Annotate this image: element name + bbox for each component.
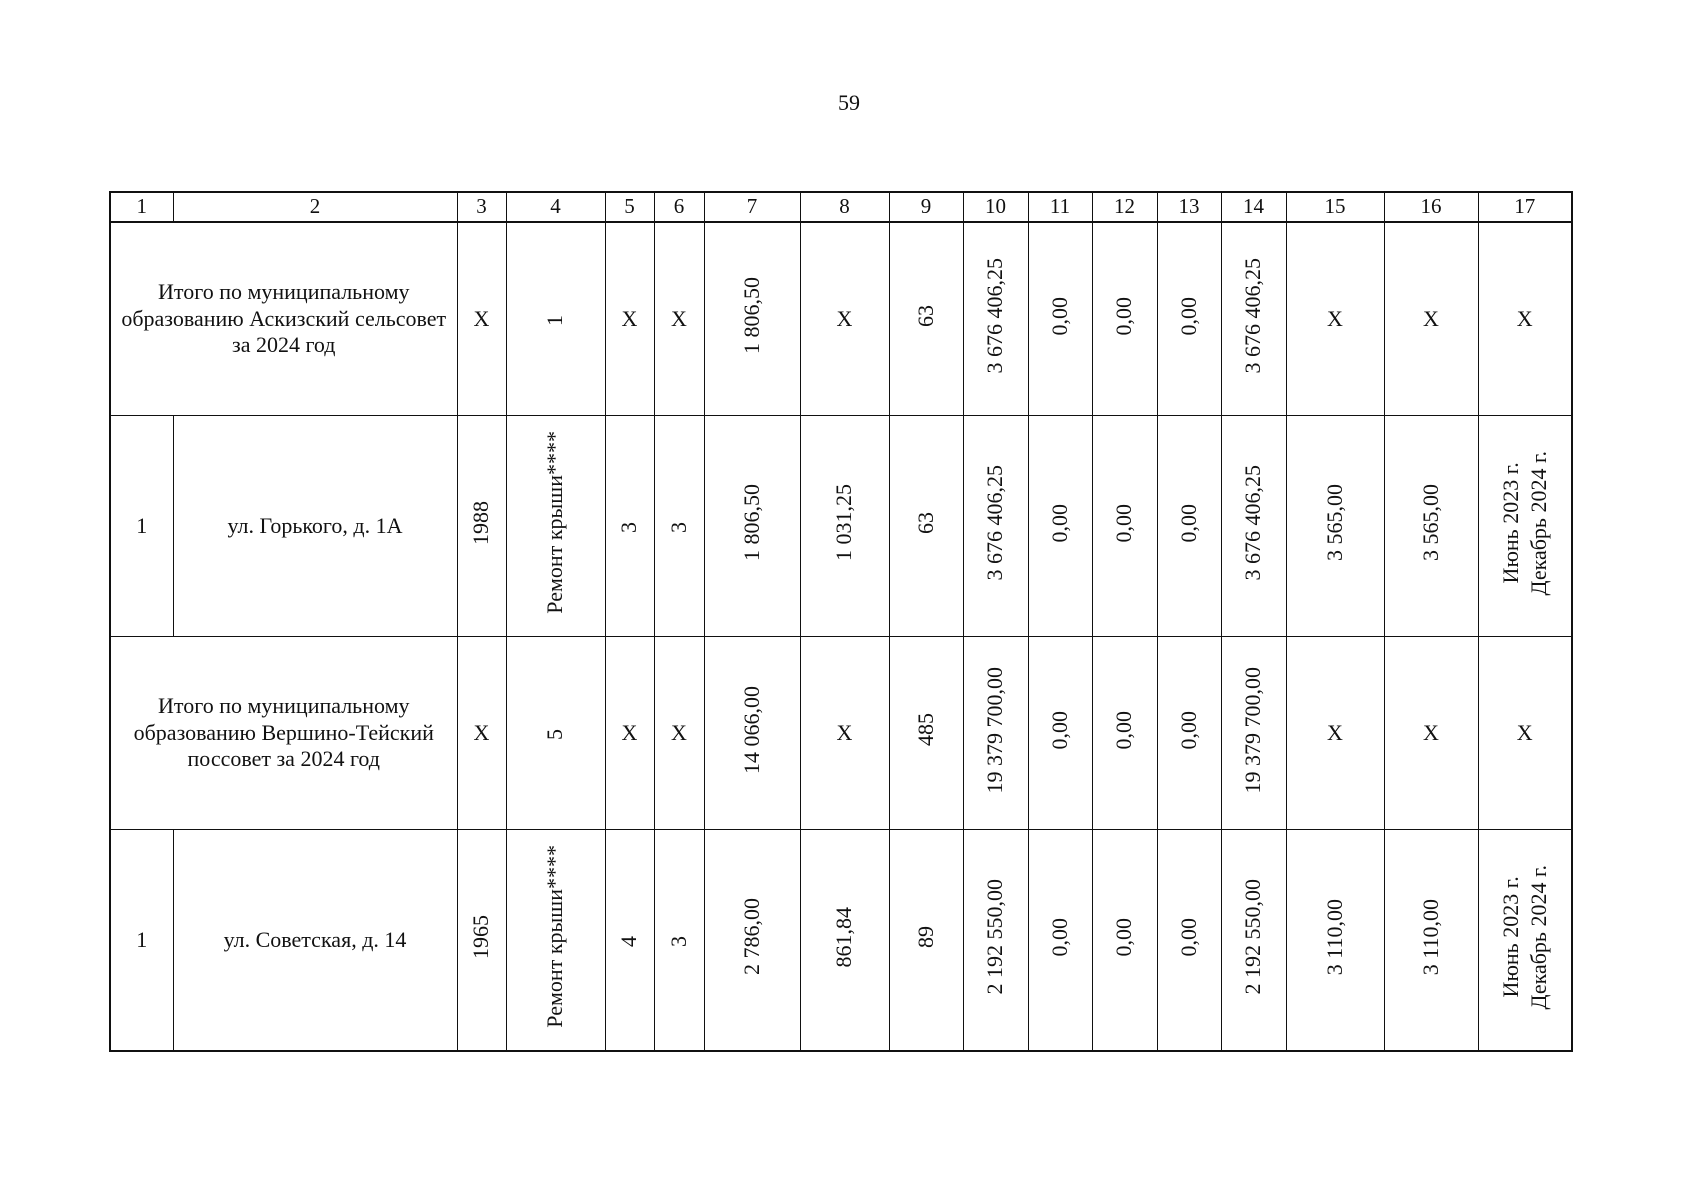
cell-c11 [1028, 416, 1092, 637]
cell-c15: Х [1286, 222, 1384, 416]
column-number: 6 [654, 192, 704, 222]
work-type: Ремонт крыши**** [542, 845, 568, 1029]
cell-c14 [1221, 637, 1286, 830]
total-cost: 3 676 406,25 [982, 465, 1008, 581]
local-budget: 0,00 [1175, 503, 1201, 543]
regional-budget: 0,00 [1111, 503, 1137, 543]
cell-c15 [1286, 830, 1384, 1052]
period-start: Июнь 2023 г. [1497, 462, 1523, 584]
column-number: 7 [704, 192, 800, 222]
municipality-total-label: Итого по муниципальному образованию Вершино-Тейский поссовет за 2024 год [110, 637, 457, 830]
cell-c17 [1478, 830, 1572, 1052]
cell-c6 [654, 416, 704, 637]
fund-amount: 0,00 [1046, 917, 1072, 957]
fund-amount: 0,00 [1046, 296, 1072, 336]
column-number: 15 [1286, 192, 1384, 222]
cell-c8 [800, 416, 889, 637]
fund-amount: 0,00 [1046, 710, 1072, 750]
column-number-row [110, 192, 1572, 222]
column-number: 8 [800, 192, 889, 222]
house-number: 1 [110, 416, 173, 637]
house-row [110, 830, 1572, 1052]
period-start: Июнь 2023 г. [1497, 876, 1523, 998]
residents-count: 63 [912, 511, 938, 534]
living-area: 1 031,25 [831, 484, 857, 562]
house-number: 1 [110, 830, 173, 1052]
cell-c13 [1157, 416, 1221, 637]
cell-c7 [704, 637, 800, 830]
housing-repair-table [109, 191, 1573, 1052]
fund-amount: 0,00 [1046, 503, 1072, 543]
cell-c7 [704, 830, 800, 1052]
regional-budget: 0,00 [1111, 296, 1137, 336]
cell-c14 [1221, 416, 1286, 637]
house-address: ул. Советская, д. 14 [173, 830, 457, 1052]
column-number: 1 [110, 192, 173, 222]
period-end: Декабрь 2024 г. [1525, 450, 1551, 596]
cell-c6: Х [654, 637, 704, 830]
column-number: 9 [889, 192, 963, 222]
column-number: 5 [605, 192, 654, 222]
house-count: 5 [542, 728, 568, 740]
local-budget: 0,00 [1175, 296, 1201, 336]
cell-c12 [1092, 637, 1157, 830]
cell-c5 [605, 830, 654, 1052]
cell-c13 [1157, 222, 1221, 416]
total-cost: 2 192 550,00 [982, 879, 1008, 995]
cell-c3: Х [457, 222, 506, 416]
cell-c12 [1092, 830, 1157, 1052]
cell-c8: Х [800, 637, 889, 830]
cell-c14 [1221, 830, 1286, 1052]
cell-c4 [506, 222, 605, 416]
cell-year [457, 830, 506, 1052]
floors-count: 4 [616, 935, 642, 947]
cell-c12 [1092, 222, 1157, 416]
cell-work [506, 830, 605, 1052]
max-unit-cost: 3 110,00 [1417, 898, 1443, 975]
municipality-total-label: Итого по муниципальному образованию Аскизский сельсовет за 2024 год [110, 222, 457, 416]
work-type: Ремонт крыши**** [542, 431, 568, 615]
cell-c15: Х [1286, 637, 1384, 830]
cell-c5 [605, 416, 654, 637]
cell-c8 [800, 830, 889, 1052]
owners-funds: 3 676 406,25 [1240, 258, 1266, 374]
cell-c14 [1221, 222, 1286, 416]
cell-c9 [889, 830, 963, 1052]
commissioning-year: 1988 [468, 500, 494, 545]
cell-c13 [1157, 830, 1221, 1052]
unit-cost: 3 565,00 [1321, 484, 1347, 562]
column-number: 16 [1384, 192, 1478, 222]
column-number: 17 [1478, 192, 1572, 222]
owners-funds: 3 676 406,25 [1240, 465, 1266, 581]
municipality-total-row [110, 222, 1572, 416]
total-area: 2 786,00 [738, 898, 764, 976]
column-number: 12 [1092, 192, 1157, 222]
owners-funds: 19 379 700,00 [1240, 666, 1266, 794]
local-budget: 0,00 [1175, 917, 1201, 957]
living-area: 861,84 [831, 906, 857, 968]
cell-c10 [963, 222, 1028, 416]
regional-budget: 0,00 [1111, 710, 1137, 750]
cell-c8: Х [800, 222, 889, 416]
cell-c10 [963, 637, 1028, 830]
regional-budget: 0,00 [1111, 917, 1137, 957]
cell-c5: Х [605, 222, 654, 416]
column-number: 14 [1221, 192, 1286, 222]
total-area: 1 806,50 [738, 484, 764, 562]
cell-c17 [1478, 416, 1572, 637]
house-address: ул. Горького, д. 1А [173, 416, 457, 637]
cell-c10 [963, 830, 1028, 1052]
cell-c7 [704, 416, 800, 637]
cell-c16: Х [1384, 637, 1478, 830]
cell-year [457, 416, 506, 637]
cell-c7 [704, 222, 800, 416]
total-cost: 3 676 406,25 [982, 258, 1008, 374]
cell-c4 [506, 637, 605, 830]
cell-c10 [963, 416, 1028, 637]
cell-c11 [1028, 222, 1092, 416]
total-area: 14 066,00 [738, 685, 764, 774]
page-number: 59 [838, 90, 860, 115]
residents-count: 63 [912, 304, 938, 327]
column-number: 11 [1028, 192, 1092, 222]
cell-c6 [654, 830, 704, 1052]
unit-cost: 3 110,00 [1321, 898, 1347, 975]
period-end: Декабрь 2024 г. [1525, 864, 1551, 1010]
cell-c13 [1157, 637, 1221, 830]
house-row [110, 416, 1572, 637]
cell-c17: Х [1478, 222, 1572, 416]
total-cost: 19 379 700,00 [982, 666, 1008, 794]
column-number: 13 [1157, 192, 1221, 222]
repair-period [1497, 451, 1553, 595]
cell-c11 [1028, 637, 1092, 830]
cell-c15 [1286, 416, 1384, 637]
owners-funds: 2 192 550,00 [1240, 879, 1266, 995]
house-count: 1 [542, 314, 568, 326]
total-area: 1 806,50 [738, 277, 764, 355]
cell-work [506, 416, 605, 637]
cell-c11 [1028, 830, 1092, 1052]
column-number: 3 [457, 192, 506, 222]
column-number: 4 [506, 192, 605, 222]
cell-c9 [889, 637, 963, 830]
repair-period [1497, 865, 1553, 1009]
local-budget: 0,00 [1175, 710, 1201, 750]
cell-c16 [1384, 830, 1478, 1052]
municipality-total-row [110, 637, 1572, 830]
column-number: 2 [173, 192, 457, 222]
commissioning-year: 1965 [468, 914, 494, 959]
residents-count: 89 [912, 925, 938, 948]
entrances-count: 3 [665, 521, 691, 533]
column-number: 10 [963, 192, 1028, 222]
cell-c3: Х [457, 637, 506, 830]
residents-count: 485 [912, 713, 938, 747]
cell-c6: Х [654, 222, 704, 416]
entrances-count: 3 [665, 935, 691, 947]
cell-c5: Х [605, 637, 654, 830]
cell-c12 [1092, 416, 1157, 637]
cell-c17: Х [1478, 637, 1572, 830]
max-unit-cost: 3 565,00 [1417, 484, 1443, 562]
cell-c16 [1384, 416, 1478, 637]
cell-c16: Х [1384, 222, 1478, 416]
cell-c9 [889, 416, 963, 637]
floors-count: 3 [616, 521, 642, 533]
cell-c9 [889, 222, 963, 416]
